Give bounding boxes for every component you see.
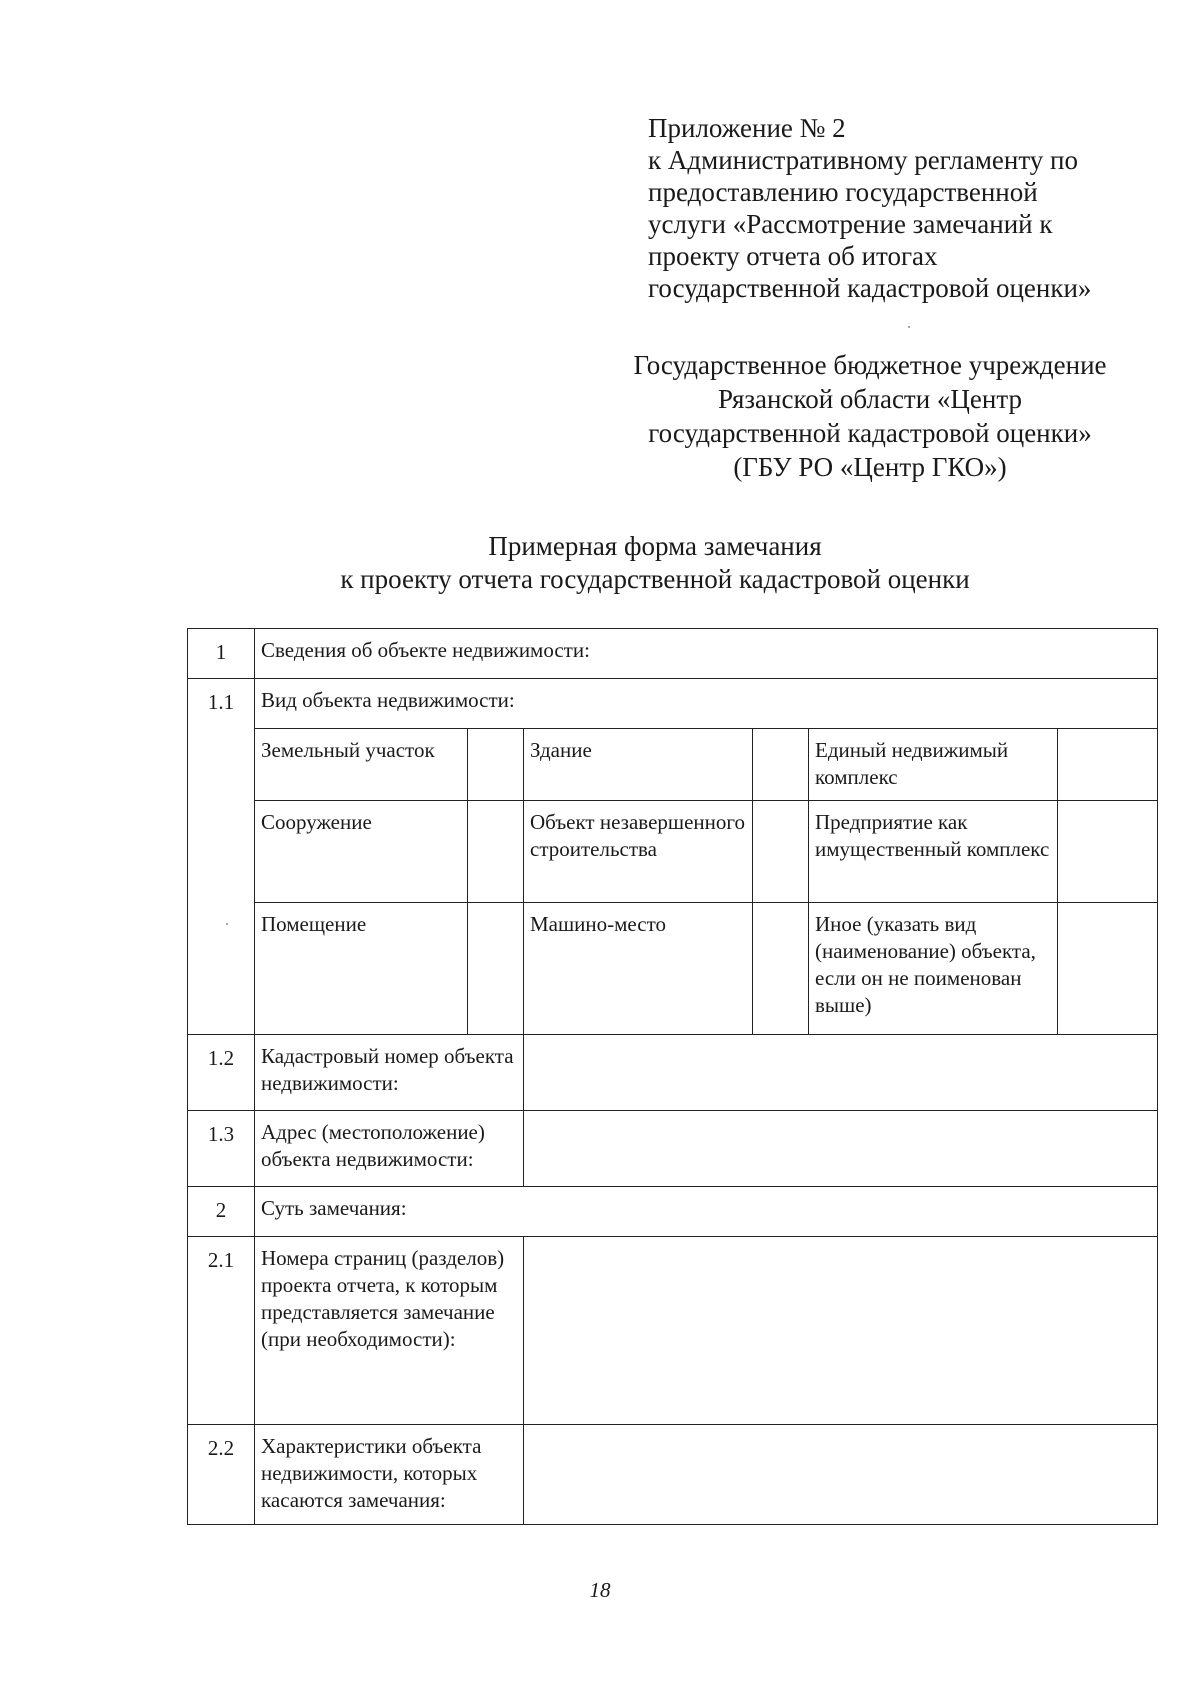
option-checkbox[interactable] [1058, 903, 1158, 1035]
organization-line: Государственное бюджетное учреждение [633, 350, 1107, 380]
option-label: Сооружение [255, 801, 468, 903]
cadastral-number-field[interactable] [524, 1035, 1158, 1111]
appendix-line: к Административному регламенту по [648, 145, 1079, 175]
row-number: 1.1 [188, 679, 255, 1035]
option-label: Здание [524, 729, 753, 801]
appendix-line: услуги «Рассмотрение замечаний к [648, 209, 1053, 239]
option-checkbox[interactable] [753, 903, 809, 1035]
row-label: Характеристики объекта недвижимости, которых касаются замечания: [255, 1425, 524, 1525]
table-row [188, 1111, 1158, 1187]
table-row [188, 629, 1158, 679]
address-field[interactable] [524, 1111, 1158, 1187]
row-number: 2 [188, 1187, 255, 1237]
remark-form-table [187, 628, 1158, 1525]
appendix-line: Приложение № 2 [648, 113, 846, 143]
options-row [188, 801, 1158, 903]
appendix-line: предоставлению государственной [648, 177, 1038, 207]
table-row [188, 1237, 1158, 1425]
row-number: 2.1 [188, 1237, 255, 1425]
row-number: 1.3 [188, 1111, 255, 1187]
row-label: Кадастровый номер объекта недвижимости: [255, 1035, 524, 1111]
form-title-line: Примерная форма замечания [488, 531, 822, 561]
table-row [188, 1035, 1158, 1111]
option-checkbox[interactable] [468, 903, 524, 1035]
row-number: 2.2 [188, 1425, 255, 1525]
page-number: 18 [589, 1578, 611, 1602]
table-row [188, 1187, 1158, 1237]
row-label: Адрес (местоположение) объекта недвижимости: [255, 1111, 524, 1187]
option-label: Единый недвижимый комплекс [809, 729, 1058, 801]
table-row [188, 1425, 1158, 1525]
page-numbers-field[interactable] [524, 1237, 1158, 1425]
organization-line: Рязанской области «Центр [717, 384, 1022, 414]
form-title-line: к проекту отчета государственной кадастровой оценки [340, 564, 970, 594]
scan-speck [226, 923, 228, 925]
appendix-header [648, 112, 1168, 304]
option-label: Иное (указать вид (наименование) объекта, если он не поименован выше) [809, 903, 1058, 1035]
option-label: Помещение [255, 903, 468, 1035]
option-label: Земельный участок [255, 729, 468, 801]
option-checkbox[interactable] [753, 801, 809, 903]
option-checkbox[interactable] [1058, 729, 1158, 801]
option-checkbox[interactable] [1058, 801, 1158, 903]
option-label: Предприятие как имущественный комплекс [809, 801, 1058, 903]
organization-block [600, 348, 1140, 484]
organization-line: (ГБУ РО «Центр ГКО») [733, 452, 1007, 482]
option-label: Объект незавершенного строительства [524, 801, 753, 903]
table-row [188, 679, 1158, 729]
options-row [188, 903, 1158, 1035]
row-label: Сведения об объекте недвижимости: [255, 629, 1158, 679]
row-label: Суть замечания: [255, 1187, 1158, 1237]
options-row [188, 729, 1158, 801]
row-number: 1.2 [188, 1035, 255, 1111]
option-checkbox[interactable] [468, 801, 524, 903]
appendix-line: государственной кадастровой оценки» [648, 273, 1092, 303]
scan-speck [908, 326, 910, 328]
option-label: Машино-место [524, 903, 753, 1035]
characteristics-field[interactable] [524, 1425, 1158, 1525]
appendix-line: проекту отчета об итогах [648, 241, 938, 271]
row-label: Номера страниц (разделов) проекта отчета, к которым представляется замечание (при необходимости): [255, 1237, 524, 1425]
option-checkbox[interactable] [468, 729, 524, 801]
row-label: Вид объекта недвижимости: [255, 679, 1158, 729]
organization-line: государственной кадастровой оценки» [648, 418, 1092, 448]
row-number: 1 [188, 629, 255, 679]
option-checkbox[interactable] [753, 729, 809, 801]
form-title [200, 530, 1110, 596]
